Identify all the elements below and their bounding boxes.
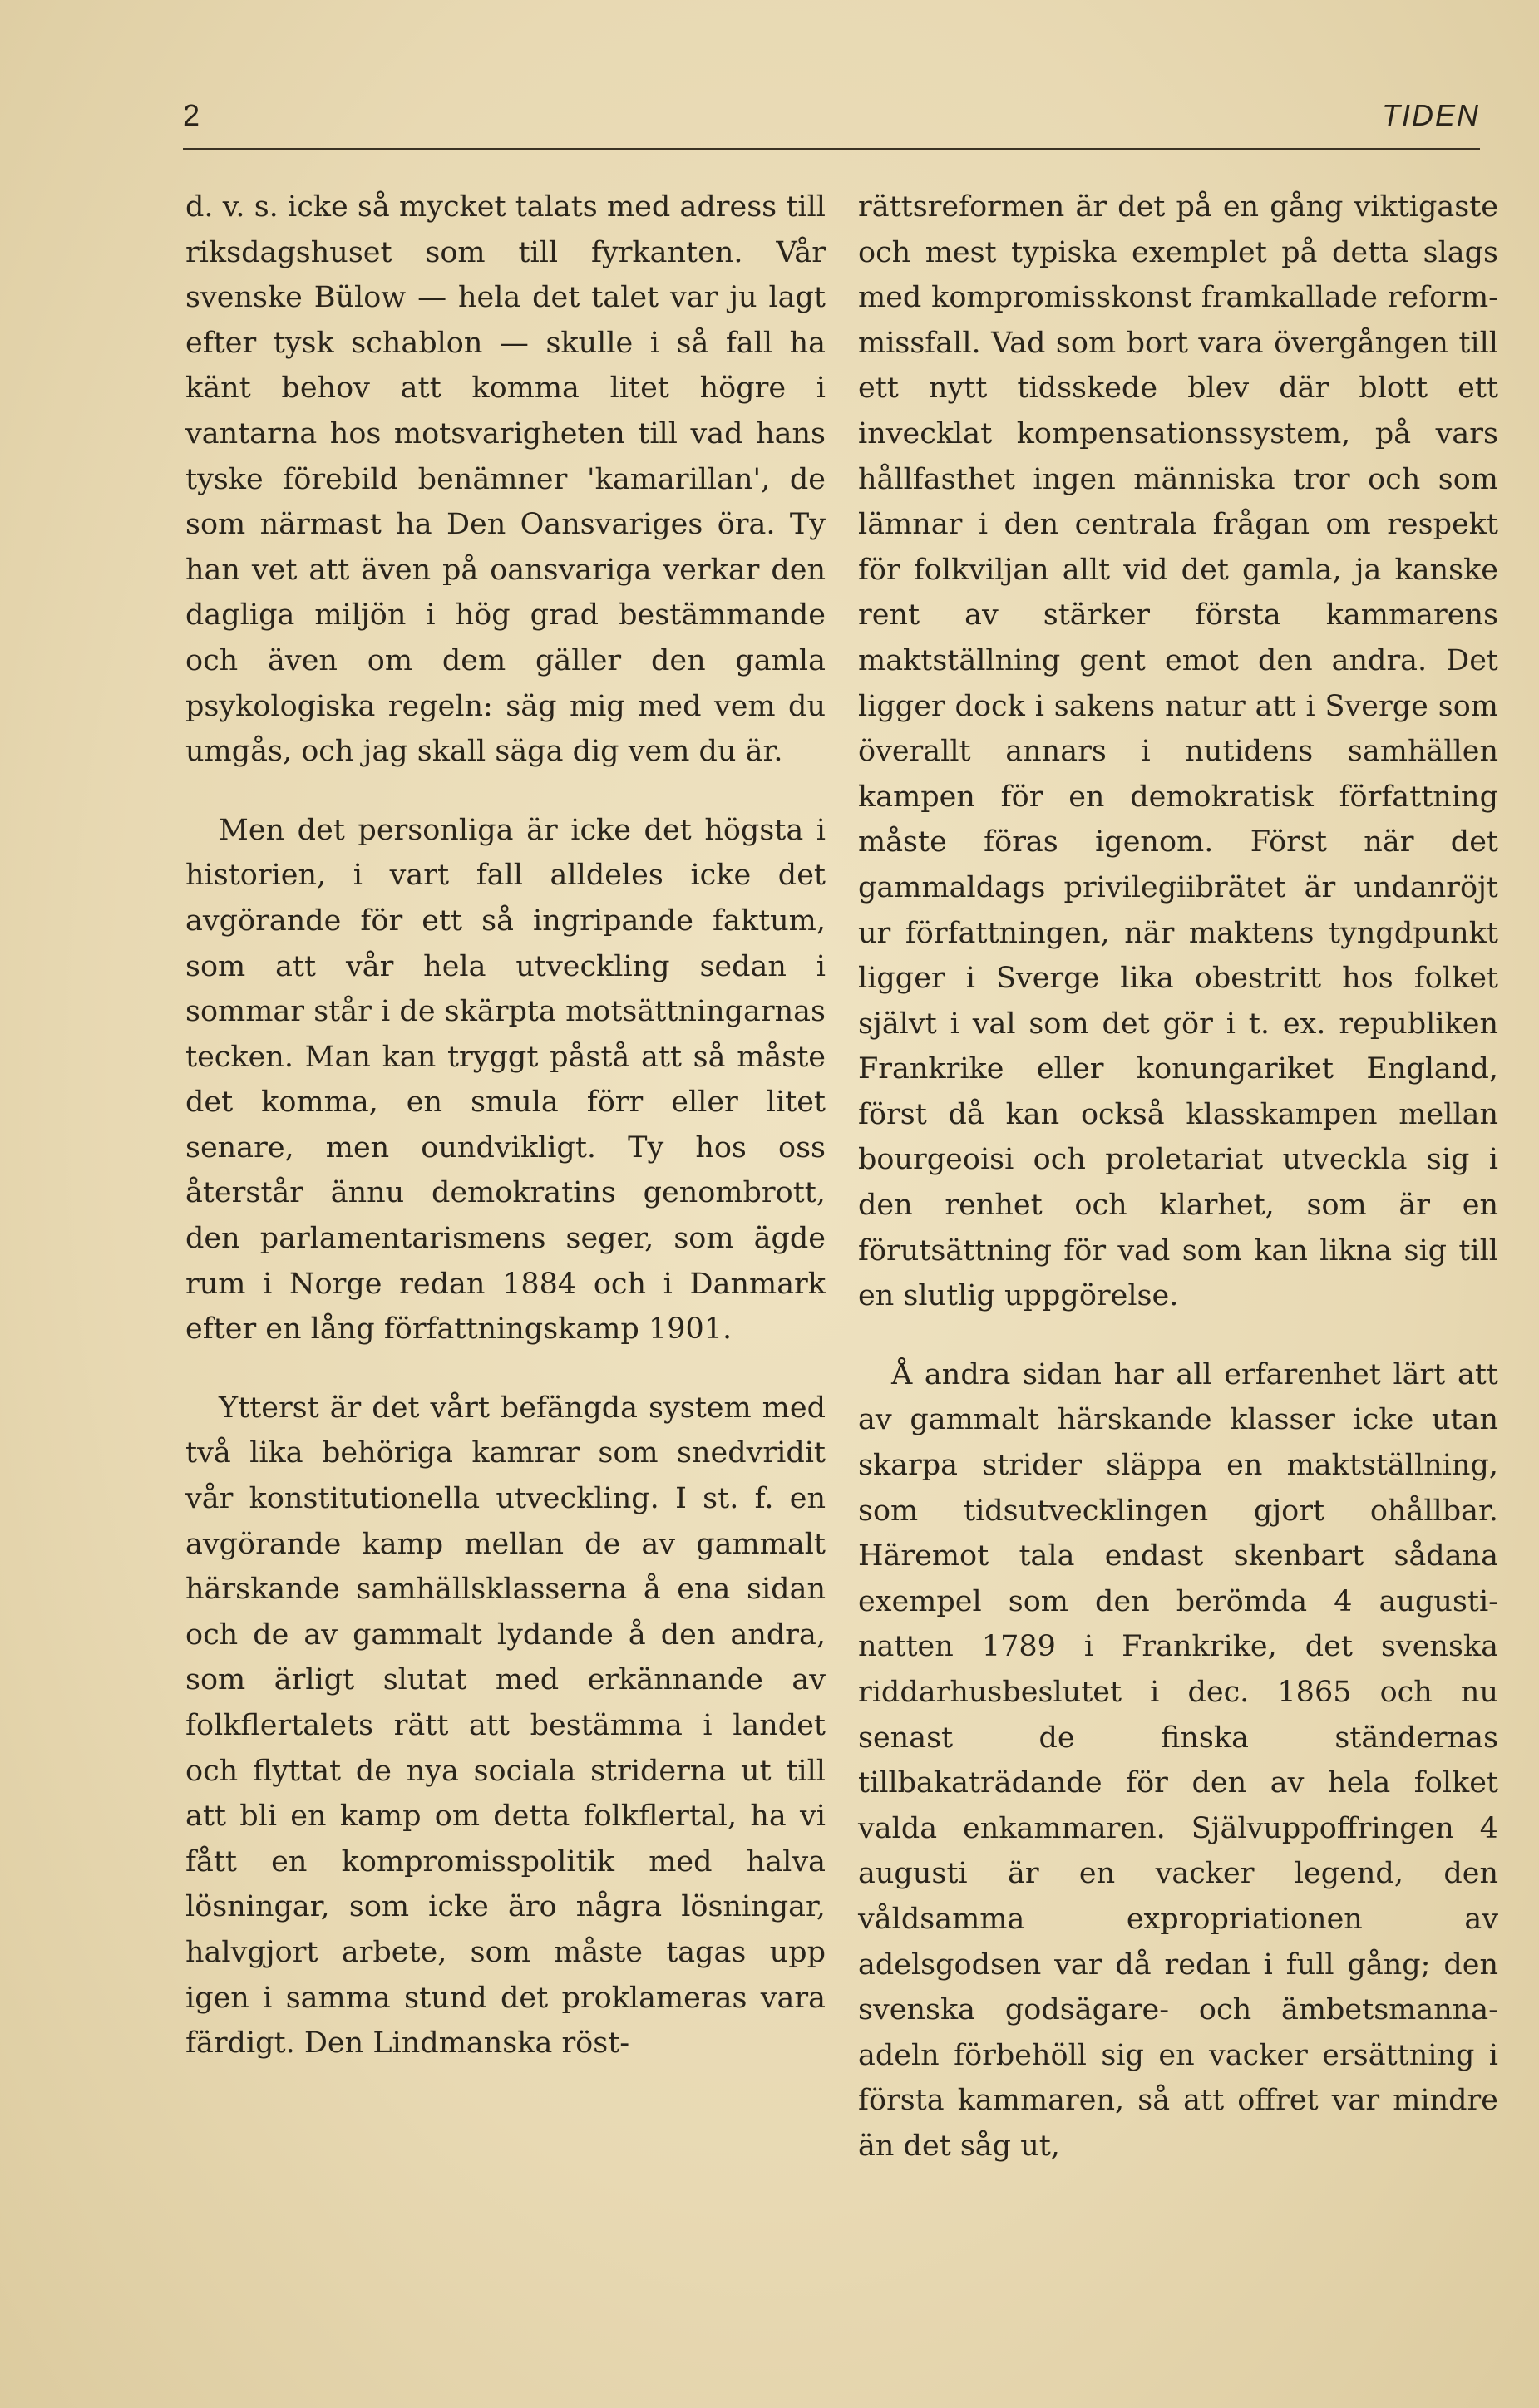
left-paragraph-1: d. v. s. icke så mycket talats med adress till riksdagshuset som till fyrkanten. Vår svenske Bülow — hela det talet var ju lagt efter tysk schablon — skulle i så fall ha känt behov att komma litet högre i vantarna hos motsvarigheten till vad hans tyske förebild benämner 'kamarillan', de som närmast ha Den Oansvariges öra. Ty han vet att även på oansvariga verkar den dagliga miljön i hög grad bestämmande och även om dem gäller den gamla psykologiska regeln: säg mig med vem du umgås, och jag skall säga dig vem du är. (185, 190, 826, 769)
left-paragraph-3: Ytterst är det vårt befängda system med två lika behöriga kamrar som snedvridit vår konstitutionella utveckling. I st. f. en avgörande kamp mellan de av gammalt härskande samhällsklasserna å ena sidan och de av gammalt lydande å den andra, som ärligt slutat med erkännande av folkflertalets rätt att bestämma i landet och flyttat de nya sociala striderna ut till att bli en kamp om detta folkflertal, ha vi fått en kompromisspolitik med halva lösningar, som icke äro några lösningar, halvgjort arbete, som måste tagas upp igen i samma stund det proklameras vara färdigt. Den Lindmanska röst- (185, 1391, 826, 2061)
header-rule (183, 148, 1480, 150)
left-paragraph-2: Men det personliga är icke det högsta i historien, i vart fall alldeles icke det avgörande för ett så ingripande faktum, som att vår hela utveckling sedan i sommar står i de skärpta motsättningarnas tecken. Man kan tryggt påstå att så måste det komma, en smula förr eller litet senare, men oundvikligt. Ty hos oss återstår ännu demokratins genombrott, den parlamentarismens seger, som ägde rum i Norge redan 1884 och i Danmark efter en lång författningskamp 1901. (185, 813, 826, 1347)
journal-name: TIDEN (1382, 98, 1480, 132)
page-header (183, 98, 1480, 148)
right-paragraph-1: rättsreformen är det på en gång viktigaste och mest typiska exemplet på detta slags med kompromisskonst framkallade reform-missfall. Vad som bort vara övergången till ett nytt tidsskede blev där blott ett invecklat kompensationssystem, på vars hållfasthet ingen människa tror och som lämnar i den centrala frågan om respekt för folkviljan allt vid det gamla, ja kanske rent av stärker första kammarens maktställning gent emot den andra. Det ligger dock i sakens natur att i Sverge som överallt annars i nutidens samhällen kampen för en demokratisk författning måste föras igenom. Först när det gammaldags privilegiibrätet är undanröjt ur författningen, när maktens tyngdpunkt ligger i Sverge lika obestritt hos folket självt i val som det gör i t. ex. republiken Frankrike eller konungariket England, först då kan också klasskampen mellan bourgeoisi och proletariat utveckla sig i den renhet och klarhet, som är en förutsättning för vad som kan likna sig till en slutlig uppgörelse. (858, 190, 1498, 1313)
page-number: 2 (183, 98, 200, 132)
right-paragraph-2: Å andra sidan har all erfarenhet lärt att av gammalt härskande klasser icke utan skarpa strider släppa en maktställning, som tidsutvecklingen gjort ohållbar. Häremot tala endast skenbart sådana exempel som den berömda 4 augusti-natten 1789 i Frankrike, det svenska riddarhusbeslutet i dec. 1865 och nu senast de finska ständernas tillbakaträdande för den av hela folket valda enkammaren. Självuppoffringen 4 augusti är en vacker legend, den våldsamma expropriationen av adelsgodsen var då redan i full gång; den svenska godsägare- och ämbetsmanna-adeln förbehöll sig en vacker ersättning i första kammaren, så att offret var mindre än det såg ut, (858, 1357, 1498, 2163)
right-column (858, 185, 1498, 2169)
left-column (185, 185, 826, 2066)
